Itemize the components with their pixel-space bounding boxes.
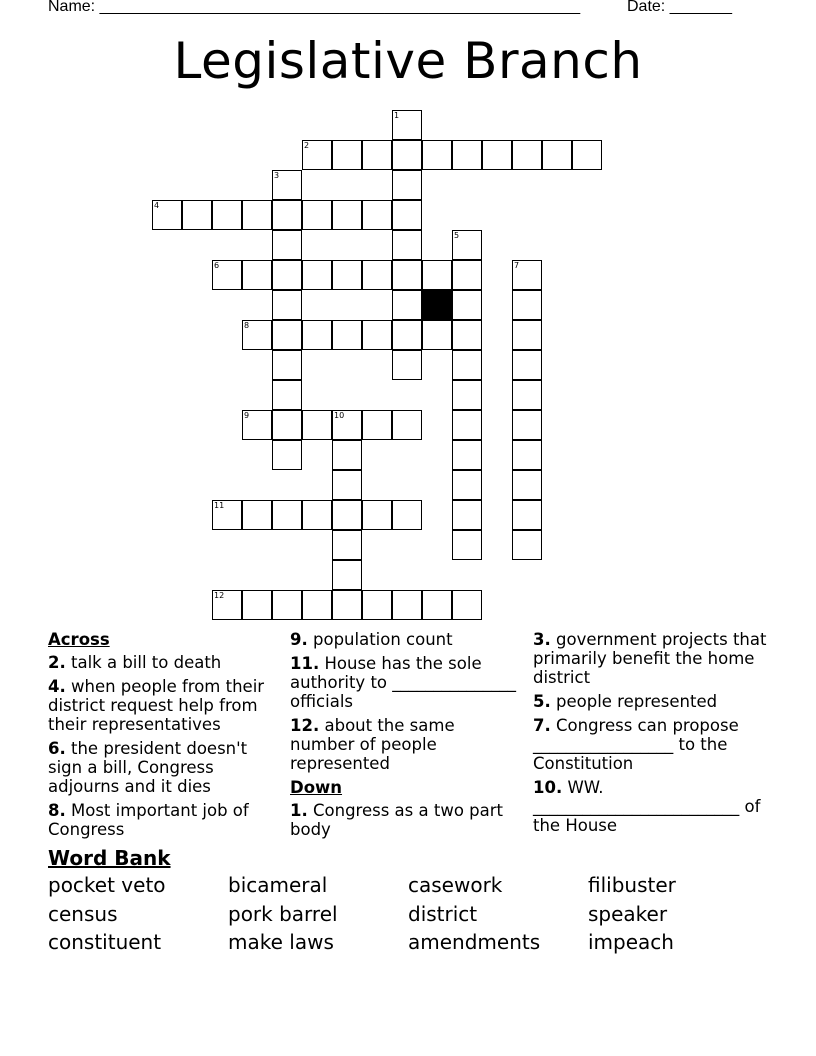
clue-across-9: 9. population count [290, 630, 453, 649]
crossword-cell[interactable] [512, 500, 542, 530]
clue-down-3: 3. government projects that primarily benefit the home district [533, 630, 767, 687]
crossword-cell[interactable] [392, 500, 422, 530]
word-bank-item: bicameral [228, 873, 328, 897]
crossword-cell[interactable] [452, 530, 482, 560]
crossword-cell[interactable] [212, 200, 242, 230]
crossword-cell[interactable] [452, 140, 482, 170]
crossword-cell[interactable] [392, 350, 422, 380]
clue-down-7: 7. Congress can propose _________________ to the Constitution [533, 716, 739, 773]
date-field[interactable]: Date: _______ [627, 0, 732, 15]
crossword-cell[interactable] [332, 500, 362, 530]
crossword-cell[interactable] [302, 590, 332, 620]
crossword-cell[interactable] [362, 410, 392, 440]
crossword-cell[interactable] [332, 140, 362, 170]
crossword-cell[interactable] [392, 110, 422, 140]
crossword-cell[interactable] [362, 200, 392, 230]
crossword-cell[interactable] [272, 260, 302, 290]
crossword-cell[interactable] [242, 320, 272, 350]
crossword-cell[interactable] [392, 410, 422, 440]
clue-number: 9 [244, 411, 250, 420]
word-bank-item: impeach [588, 930, 674, 954]
clue-column-2 [290, 630, 522, 844]
clue-down-10: 10. WW. _________________________ of the House [533, 778, 761, 835]
crossword-cell[interactable] [392, 170, 422, 200]
crossword-cell[interactable] [542, 140, 572, 170]
word-bank-title: Word Bank [48, 846, 171, 870]
crossword-cell[interactable] [392, 590, 422, 620]
crossword-cell[interactable] [452, 470, 482, 500]
crossword-cell[interactable] [452, 590, 482, 620]
crossword-cell[interactable] [512, 440, 542, 470]
crossword-cell[interactable] [272, 590, 302, 620]
crossword-cell[interactable] [392, 200, 422, 230]
crossword-cell[interactable] [452, 500, 482, 530]
crossword-cell[interactable] [332, 410, 362, 440]
crossword-cell[interactable] [512, 140, 542, 170]
clue-across-12: 12. about the same number of people represented [290, 716, 455, 773]
clue-number: 3 [274, 171, 280, 180]
crossword-cell[interactable] [332, 470, 362, 500]
page-title: Legislative Branch [173, 32, 643, 90]
word-bank-item: make laws [228, 930, 334, 954]
crossword-cell[interactable] [362, 500, 392, 530]
word-bank-item: constituent [48, 930, 162, 954]
crossword-cell[interactable] [512, 470, 542, 500]
crossword-cell[interactable] [512, 260, 542, 290]
across-heading: Across [48, 630, 110, 649]
crossword-cell[interactable] [242, 410, 272, 440]
clue-number: 6 [214, 261, 220, 270]
crossword-cell[interactable] [362, 320, 392, 350]
crossword-cell[interactable] [362, 260, 392, 290]
crossword-cell[interactable] [422, 260, 452, 290]
crossword-cell[interactable] [422, 140, 452, 170]
clue-across-4: 4. when people from their district request help from their representatives [48, 677, 265, 734]
crossword-cell[interactable] [302, 410, 332, 440]
crossword-cell[interactable] [332, 320, 362, 350]
name-field[interactable]: Name: ______________________________________________________ [48, 0, 581, 15]
crossword-cell[interactable] [512, 350, 542, 380]
crossword-cell[interactable] [272, 500, 302, 530]
crossword-cell[interactable] [512, 530, 542, 560]
crossword-cell[interactable] [392, 260, 422, 290]
crossword-cell[interactable] [392, 230, 422, 260]
crossword-cell[interactable] [392, 140, 422, 170]
crossword-cell[interactable] [422, 320, 452, 350]
word-bank-item: filibuster [588, 873, 676, 897]
crossword-cell[interactable] [392, 290, 422, 320]
crossword-cell[interactable] [512, 320, 542, 350]
crossword-cell[interactable] [242, 260, 272, 290]
crossword-cell[interactable] [392, 320, 422, 350]
clue-column-3 [533, 630, 773, 840]
crossword-cell[interactable] [182, 200, 212, 230]
crossword-cell[interactable] [302, 320, 332, 350]
crossword-cell[interactable] [362, 140, 392, 170]
crossword-cell[interactable] [332, 590, 362, 620]
crossword-block [422, 290, 452, 320]
crossword-cell[interactable] [452, 410, 482, 440]
clue-number: 2 [304, 141, 310, 150]
crossword-cell[interactable] [272, 200, 302, 230]
crossword-cell[interactable] [272, 350, 302, 380]
word-bank-item: district [408, 901, 478, 926]
word-bank-item: amendments [408, 930, 541, 954]
crossword-cell[interactable] [272, 410, 302, 440]
crossword-cell[interactable] [212, 260, 242, 290]
crossword-cell[interactable] [272, 380, 302, 410]
clue-number: 1 [394, 111, 400, 120]
crossword-cell[interactable] [452, 260, 482, 290]
clue-across-2: 2. talk a bill to death [48, 653, 222, 672]
clue-across-6: 6. the president doesn't sign a bill, Congress adjourns and it dies [48, 739, 248, 796]
clue-down-5: 5. people represented [533, 692, 718, 711]
word-bank-item: pork barrel [228, 901, 338, 926]
word-bank-item: census [48, 901, 118, 926]
clue-across-11: 11. House has the sole authority to _______________ officials [290, 654, 516, 711]
word-bank-item: casework [408, 873, 503, 897]
clue-down-1: 1. Congress as a two part body [290, 801, 504, 839]
crossword-cell[interactable] [512, 290, 542, 320]
crossword-cell[interactable] [482, 140, 512, 170]
crossword-cell[interactable] [242, 590, 272, 620]
crossword-cell[interactable] [212, 590, 242, 620]
crossword-cell[interactable] [272, 440, 302, 470]
clue-number: 10 [334, 411, 345, 420]
crossword-cell[interactable] [452, 440, 482, 470]
down-heading: Down [290, 778, 343, 797]
crossword-cell[interactable] [332, 560, 362, 590]
crossword-cell[interactable] [572, 140, 602, 170]
clue-number: 12 [214, 591, 225, 600]
crossword-cell[interactable] [302, 500, 332, 530]
crossword-cell[interactable] [302, 140, 332, 170]
clue-column-1 [48, 630, 280, 844]
crossword-cell[interactable] [272, 290, 302, 320]
word-bank-item: speaker [588, 901, 668, 926]
crossword-cell[interactable] [452, 230, 482, 260]
clue-number: 7 [514, 261, 520, 270]
crossword-cell[interactable] [152, 200, 182, 230]
crossword-cell[interactable] [452, 380, 482, 410]
crossword-cell[interactable] [422, 590, 452, 620]
crossword-cell[interactable] [302, 200, 332, 230]
clue-across-8: 8. Most important job of Congress [48, 801, 249, 839]
crossword-cell[interactable] [212, 500, 242, 530]
crossword-cell[interactable] [512, 410, 542, 440]
word-bank-item: pocket veto [48, 873, 166, 897]
crossword-cell[interactable] [272, 320, 302, 350]
crossword-cell[interactable] [302, 260, 332, 290]
crossword-cell[interactable] [332, 200, 362, 230]
crossword-cell[interactable] [362, 590, 392, 620]
crossword-cell[interactable] [332, 440, 362, 470]
crossword-cell[interactable] [242, 500, 272, 530]
crossword-cell[interactable] [452, 320, 482, 350]
clue-number: 8 [244, 321, 250, 330]
crossword-cell[interactable] [272, 230, 302, 260]
clue-number: 5 [454, 231, 460, 240]
crossword-cell[interactable] [452, 290, 482, 320]
crossword-cell[interactable] [332, 260, 362, 290]
crossword-cell[interactable] [242, 200, 272, 230]
word-bank [48, 873, 768, 959]
crossword-cell[interactable] [332, 530, 362, 560]
clue-number: 11 [214, 501, 225, 510]
crossword-cell[interactable] [272, 170, 302, 200]
crossword-cell[interactable] [452, 350, 482, 380]
crossword-cell[interactable] [512, 380, 542, 410]
clue-number: 4 [154, 201, 160, 210]
